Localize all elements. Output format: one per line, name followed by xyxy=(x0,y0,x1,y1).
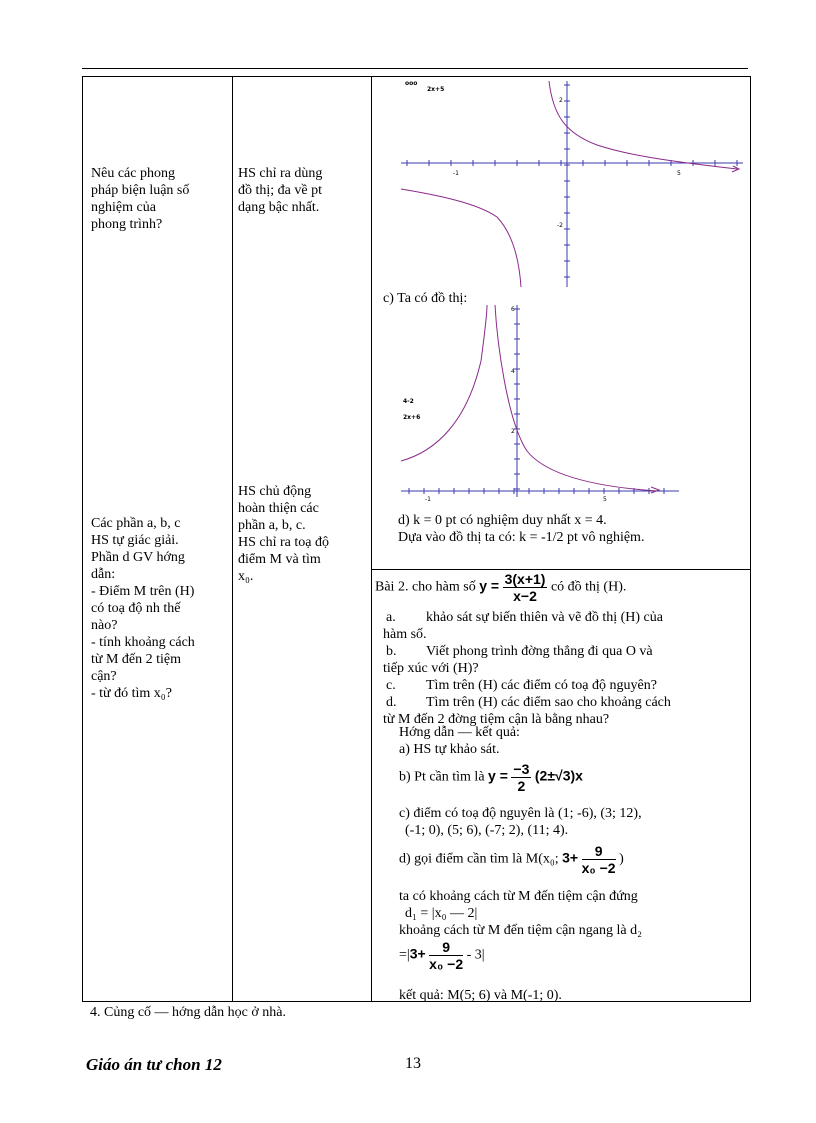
graph-2-label: 2x+6 xyxy=(403,414,421,421)
distance-formula: =|3+ $\frac{9}{\text{x₀ −2}}$ - 3| xyxy=(399,939,485,972)
part-d: d) k = 0 pt có nghiệm duy nhất x = 4. Dựa vào đồ thị ta có: k = -1/2 pt vô nghiệm. xyxy=(398,513,645,545)
consolidation-line: 4. Củng cố — hớng dẫn học ở nhà. xyxy=(90,1005,286,1020)
exercise-2-statement: Bài 2. cho hàm số y = $\frac{3(x+1)}{x-2}$ có đồ thị (H). xyxy=(375,571,627,604)
tick-label: -1 xyxy=(425,496,431,501)
graph-2-caption: c) Ta có đồ thị: xyxy=(383,291,468,306)
fraction: $\frac{9}{\text{x₀ −2}}$ xyxy=(581,843,616,876)
fraction: $\frac{-3}{2}$ xyxy=(513,761,530,794)
tick-label: 6 xyxy=(511,306,515,313)
tick-label: -2 xyxy=(557,222,563,229)
solution-b: b) Pt cần tìm là y = $\frac{-3}{2}$ (2±√3)x xyxy=(399,761,583,794)
question-2: Các phần a, b, c HS tự giác giải. Phần d GV hớng dẫn: - Điểm M trên (H) có toạ độ nh thế nào? - tính khoảng cách từ M đến 2 tiệm cận? - từ đó tìm x₀? xyxy=(91,516,195,701)
answer-1: HS chỉ ra dùng đồ thị; đa về pt dạng bậc nhất. xyxy=(238,166,323,215)
solution-a: a) HS tự khảo sát. xyxy=(399,742,500,757)
solution-c: c) điểm có toạ độ nguyên là (1; -6), (3; 12), (-1; 0), (5; 6), (-7; 2), (11; 4). xyxy=(399,806,642,838)
curve-branch-left xyxy=(401,189,521,287)
fraction: $\frac{3(x+1)}{x-2}$ xyxy=(504,571,546,604)
lesson-table xyxy=(82,76,751,1002)
graph-1-label: ooo xyxy=(405,80,418,87)
graph-1 xyxy=(397,77,747,289)
exercise-2-items: a. khảo sát sự biến thiên và vẽ đồ thị (H) của hàm số. b. Viết phong trình đờng thẳng đi qua O và tiếp xúc với (H)? c. Tìm trên (H) các điểm có toạ độ nguyên? d. Tìm trên (H) các điểm sao cho khoảng cách từ M đến 2 đờng tiệm cận là bằng nhau? xyxy=(383,610,671,727)
row-divider xyxy=(372,569,750,570)
column-divider xyxy=(232,77,233,1001)
solution-d: d) gọi điểm cần tìm là M(x₀; 3+ $\frac{9}{\text{x₀ −2}}$ ) xyxy=(399,843,624,876)
guide-heading: Hớng dẫn — kết quả: xyxy=(399,725,520,740)
curve-branch-right xyxy=(495,305,657,491)
graph-1-label-top: 2x+5 xyxy=(427,86,445,93)
question-1: Nêu các phong pháp biện luận số nghiệm của phong trình? xyxy=(91,166,190,232)
answer-2: HS chủ động hoàn thiện các phần a, b, c. HS chỉ ra toạ độ điểm M và tìm x₀. xyxy=(238,484,329,584)
page-number: 13 xyxy=(405,1055,421,1072)
tick-label: 5 xyxy=(603,496,607,501)
tick-label: 4 xyxy=(511,368,515,375)
tick-label: 5 xyxy=(677,170,681,177)
tick-label: 2 xyxy=(511,428,515,435)
fraction: $\frac{9}{\text{x₀ −2}}$ xyxy=(429,939,464,972)
tick-label: -1 xyxy=(453,170,459,177)
graph-2-label: 4-2 xyxy=(403,398,414,405)
curve-branch-right xyxy=(549,81,737,169)
tick-label: 2 xyxy=(559,97,563,104)
footer-title: Giáo án tư chon 12 xyxy=(86,1055,222,1074)
column-divider xyxy=(371,77,372,1001)
distance-text: ta có khoảng cách từ M đến tiệm cận đứng d₁ = |x₀ — 2| khoảng cách từ M đến tiệm cận ngang là d₂ xyxy=(399,889,643,938)
curve-branch-left xyxy=(401,305,487,461)
header-rule xyxy=(82,68,748,69)
graph-2 xyxy=(397,301,687,501)
result: kết quả: M(5; 6) và M(-1; 0). xyxy=(399,988,562,1003)
arrow-icon xyxy=(651,487,659,493)
